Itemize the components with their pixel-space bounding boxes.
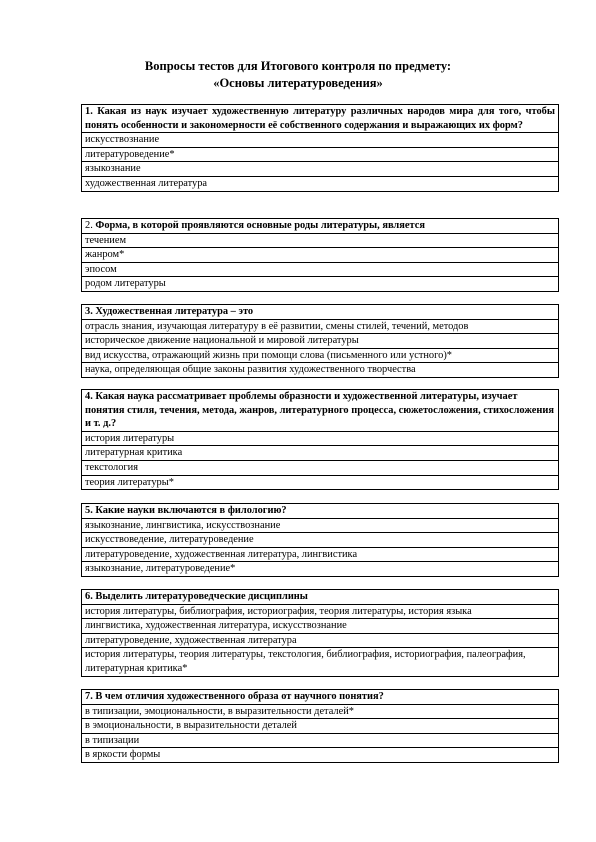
question-text: В чем отличия художественного образа от научного понятия? [95, 691, 384, 702]
question-5 [82, 504, 559, 519]
question-number: 4. [85, 391, 93, 402]
answer-option: литературоведение* [82, 147, 559, 162]
answer-option: литературная критика [82, 446, 559, 461]
question-number: 6. [85, 591, 93, 602]
answer-option: в типизации [82, 733, 559, 748]
answer-option: родом литературы [82, 277, 559, 292]
answer-option: искусствознание [82, 133, 559, 148]
question-text: Какая наука рассматривает проблемы образности и художественной литературы, изучает понятия стиля, течения, метода, жанров, литературного процесса, сюжетосложения, стихосложения и т. д.? [85, 391, 554, 430]
answer-option: теория литературы* [82, 475, 559, 490]
question-table-7 [81, 689, 559, 763]
answer-option: история литературы [82, 431, 559, 446]
answer-option: историческое движение национальной и мировой литературы [82, 334, 559, 349]
question-number: 5. [85, 505, 93, 516]
question-text: Форма, в которой проявляются основные роды литературы, является [95, 220, 425, 231]
question-1 [82, 105, 559, 133]
document-title [0, 58, 596, 92]
answer-option: эпосом [82, 262, 559, 277]
question-2 [82, 219, 559, 234]
answer-option: история литературы, теория литературы, текстология, библиография, историография, палеография, литературная критика* [82, 648, 559, 676]
answer-option: языкознание, литературоведение* [82, 562, 559, 577]
answer-option: отрасль знания, изучающая литературу в её развитии, смены стилей, течений, методов [82, 319, 559, 334]
answer-option: история литературы, библиография, историография, теория литературы, история языка [82, 604, 559, 619]
answer-option: в яркости формы [82, 748, 559, 763]
answer-option: языкознание [82, 162, 559, 177]
answer-option: вид искусства, отражающий жизнь при помощи слова (письменного или устного)* [82, 348, 559, 363]
question-table-3 [81, 304, 559, 378]
question-6 [82, 590, 559, 605]
question-table-6 [81, 589, 559, 677]
question-text: Какая из наук изучает художественную литературу различных народов мира для того, чтобы понять особенности и закономерности её собственного содержания и выражающих их форм? [85, 106, 555, 131]
answer-option: лингвистика, художественная литература, искусствознание [82, 619, 559, 634]
answer-option: в типизации, эмоциональности, в выразительности деталей* [82, 704, 559, 719]
question-number: 3. [85, 306, 93, 317]
question-table-5 [81, 503, 559, 577]
question-number: 1. [85, 106, 93, 117]
answer-option: жанром* [82, 248, 559, 263]
question-text: Какие науки включаются в филологию? [95, 505, 287, 516]
answer-option: течением [82, 233, 559, 248]
question-table-2 [81, 218, 559, 292]
question-text: Художественная литература – это [95, 306, 254, 317]
answer-option: художественная литература [82, 176, 559, 191]
answer-option: литературоведение, художественная литература [82, 633, 559, 648]
question-7 [82, 690, 559, 705]
question-3 [82, 305, 559, 320]
answer-option: текстология [82, 460, 559, 475]
question-table-1 [81, 104, 559, 192]
answer-option: языкознание, лингвистика, искусствознание [82, 518, 559, 533]
title-line-2: «Основы литературоведения» [213, 76, 383, 90]
question-number: 2. [85, 220, 93, 231]
answer-option: литературоведение, художественная литература, лингвистика [82, 547, 559, 562]
question-number: 7. [85, 691, 93, 702]
answer-option: наука, определяющая общие законы развития художественного творчества [82, 363, 559, 378]
question-text: Выделить литературоведческие дисциплины [95, 591, 308, 602]
question-table-4 [81, 389, 559, 490]
answer-option: в эмоциональности, в выразительности деталей [82, 719, 559, 734]
title-line-1: Вопросы тестов для Итогового контроля по предмету: [144, 59, 452, 73]
answer-option: искусствоведение, литературоведение [82, 533, 559, 548]
question-4 [82, 390, 559, 432]
